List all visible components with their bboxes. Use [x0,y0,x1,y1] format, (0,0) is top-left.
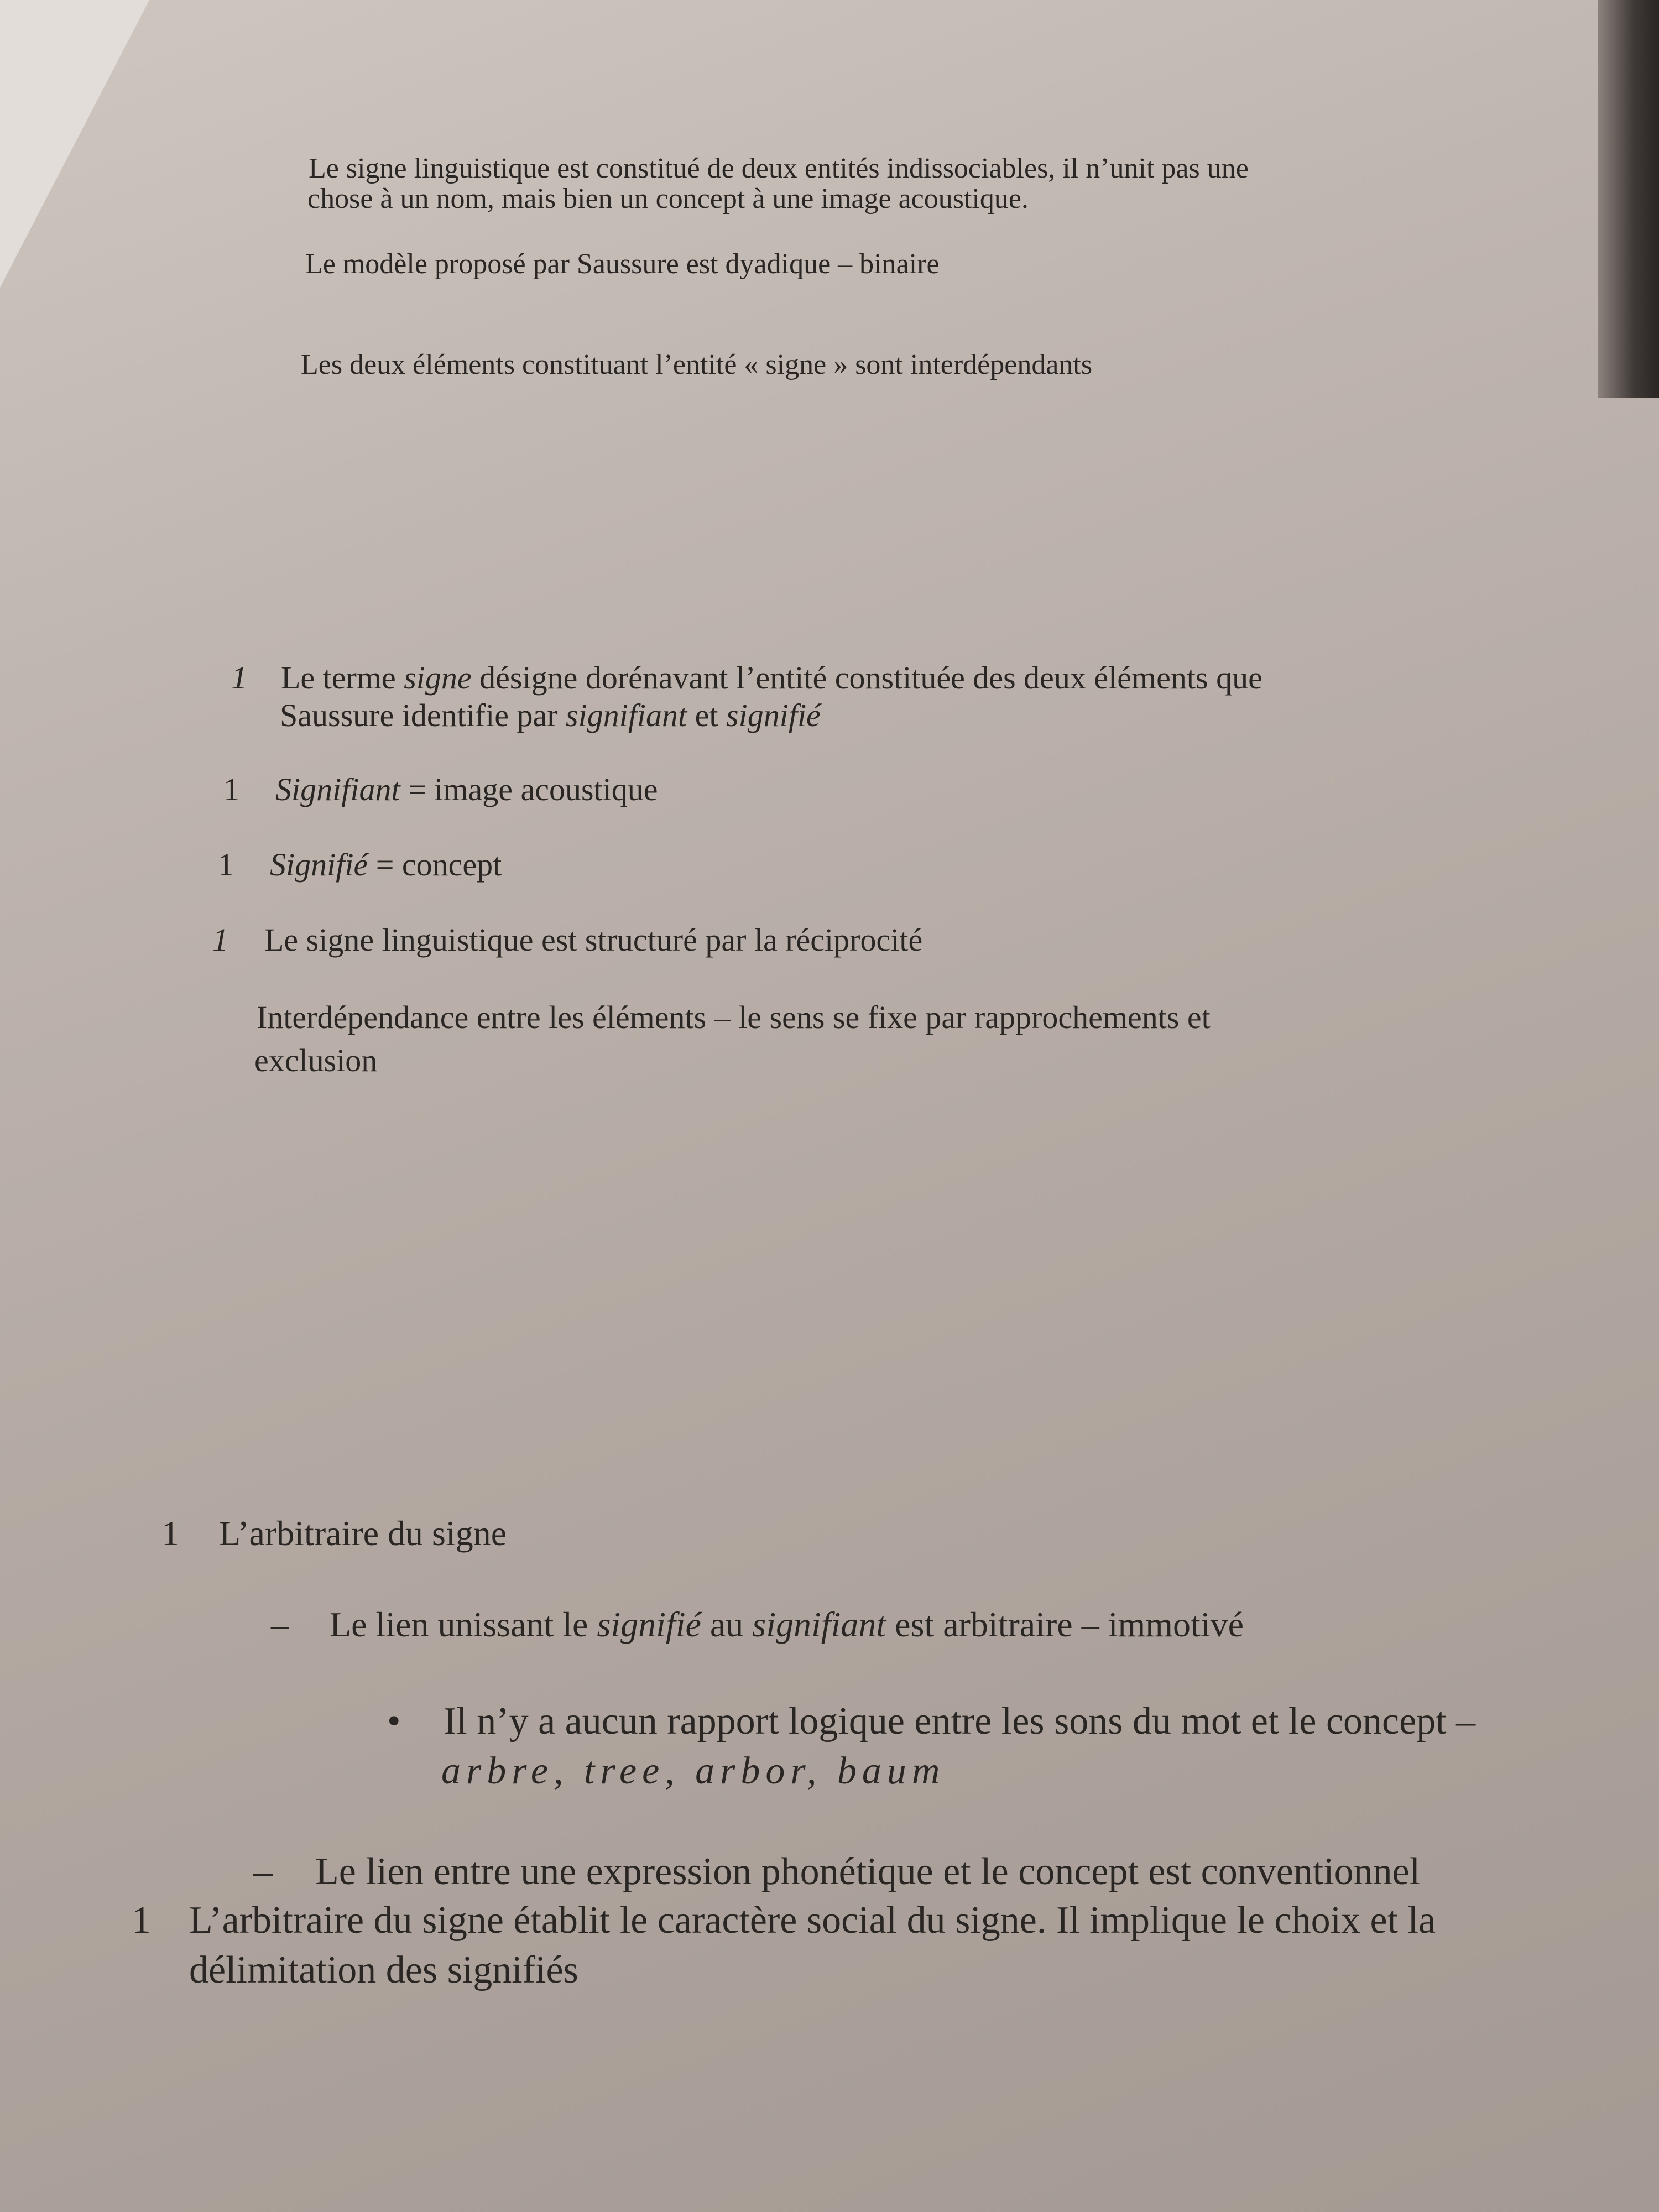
item-1-line-1: Le terme signe désigne dorénavant l’entité constituée des deux éléments que [281,660,1262,696]
reciprocity-line: Le signe linguistique est structuré par la réciprocité [264,922,923,958]
item-1-marker: 1 [231,660,247,696]
interdependance-line-1: Interdépendance entre les éléments – le sens se fixe par rapprochements et [257,999,1211,1035]
interdependent-line: Les deux éléments constituant l’entité « signe » sont interdépendants [301,349,1093,380]
dash-2-marker: – [253,1850,273,1893]
dash-1-marker: – [271,1605,289,1644]
conventional-link-line: Le lien entre une expression phonétique et le concept est conventionnel [315,1850,1421,1893]
arbitraire-heading: L’arbitraire du signe [219,1514,507,1553]
item-3-marker: 1 [218,847,234,883]
dyadic-line: Le modèle proposé par Saussure est dyadique – binaire [305,248,940,280]
bullet-examples: arbre, tree, arbor, baum [441,1750,946,1792]
bullet-marker: • [387,1700,401,1743]
folded-page-corner [0,0,149,288]
interdependance-line-2: exclusion [254,1042,378,1078]
intro-line-2: chose à un nom, mais bien un concept à une image acoustique. [307,183,1029,215]
page-shadow-edge [1598,0,1659,398]
arbitraire-heading-marker: 1 [161,1514,179,1553]
final-marker: 1 [132,1899,151,1942]
item-4-marker: 1 [212,922,228,958]
final-line-2: délimitation des signifiés [189,1949,578,1991]
signifiant-definition: Signifiant = image acoustique [275,771,658,807]
item-2-marker: 1 [223,771,239,807]
bullet-line-1: Il n’y a aucun rapport logique entre les sons du mot et le concept – [444,1700,1476,1743]
final-line-1: L’arbitraire du signe établit le caractère social du signe. Il implique le choix et la [189,1899,1436,1942]
intro-line-1: Le signe linguistique est constitué de deux entités indissociables, il n’unit pas une [309,153,1249,184]
arbitrary-link-line: Le lien unissant le signifié au signifiant est arbitraire – immotivé [330,1605,1244,1644]
signifie-definition: Signifié = concept [270,847,502,883]
item-1-line-2: Saussure identifie par signifiant et signifié [280,697,821,733]
